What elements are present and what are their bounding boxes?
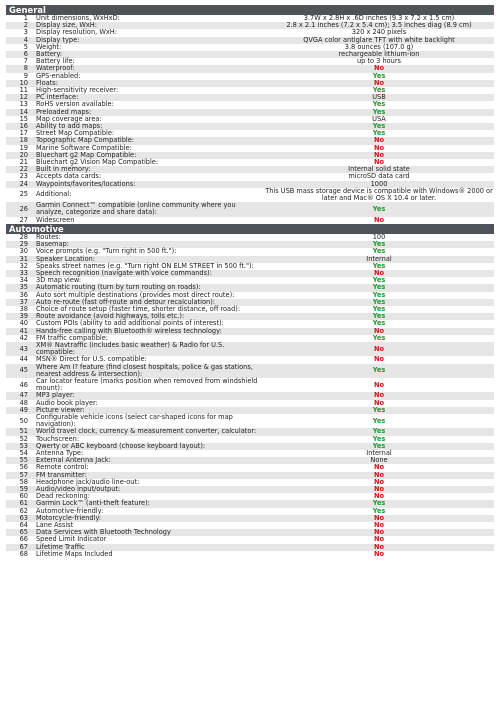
spec-label: MSN® Direct for U.S. compatible: [36, 355, 147, 364]
spec-value: Yes [372, 427, 386, 436]
spec-row [6, 551, 494, 558]
spec-value: microSD data card [348, 172, 410, 181]
row-number: 51 [19, 427, 28, 436]
spec-label: Marine Software Compatible: [36, 143, 132, 152]
spec-label: Weight: [36, 42, 62, 51]
spec-value: Yes [372, 122, 386, 131]
row-number: 44 [19, 355, 28, 364]
spec-value: 320 x 240 pixels [351, 28, 407, 37]
spec-label: Antenna Type: [36, 448, 84, 457]
spec-label: Preloaded maps: [36, 107, 92, 116]
spec-value: No [373, 355, 385, 364]
spec-value: Internal [366, 448, 392, 457]
spec-value: No [373, 477, 385, 486]
row-number: 4 [23, 35, 28, 44]
spec-label: Where Am I? feature (find closest hospitals, police & gas stations, nearest address & intersection): [36, 362, 253, 378]
spec-label: Speed Limit Indicator [36, 535, 107, 544]
spec-value: Yes [372, 434, 386, 443]
spec-label: Audio/video input/output: [36, 485, 121, 493]
row-number: 13 [19, 100, 28, 109]
spec-value: Yes [372, 441, 386, 450]
row-number: 8 [23, 64, 28, 73]
row-number: 52 [19, 434, 28, 443]
spec-value: No [373, 326, 385, 335]
spec-row [6, 515, 494, 522]
row-number: 34 [19, 276, 28, 285]
row-number: 53 [19, 441, 28, 450]
spec-value: USB [372, 93, 386, 102]
spec-value: Yes [372, 129, 386, 138]
spec-label: Data Services with Bluetooth Technology [36, 528, 171, 537]
spec-value: No [373, 513, 385, 522]
spec-label: FM traffic compatible: [36, 333, 109, 342]
row-number: 39 [19, 312, 28, 321]
spec-value: No [373, 549, 385, 558]
spec-label: High-sensitivity receiver: [36, 86, 119, 95]
row-number: 40 [19, 319, 28, 328]
spec-value: No [373, 380, 385, 389]
spec-label: Auto sort multiple destinations (provides most direct route): [36, 290, 235, 299]
row-number: 45 [19, 366, 28, 375]
spec-label: Floats: [36, 78, 58, 87]
spec-value: 2.8 x 2.1 inches (7.2 x 5.4 cm); 3.5 inches diag (8.9 cm) [286, 21, 472, 30]
row-number: 24 [19, 179, 28, 188]
spec-label: Choice of route setup (faster time, shorter distance, off road): [36, 304, 241, 313]
row-number: 55 [19, 456, 28, 465]
row-number: 49 [19, 405, 28, 414]
spec-label: Speaker Location: [36, 254, 96, 263]
row-number: 14 [19, 107, 28, 116]
row-number: 36 [19, 290, 28, 299]
row-number: 35 [19, 283, 28, 292]
spec-label: Auto re-route (fast off-route and detour recalculation): [36, 297, 216, 306]
spec-label: Topographic Map Compatible: [36, 136, 135, 145]
spec-label: Accepts data cards: [36, 172, 102, 181]
spec-row [6, 428, 494, 435]
spec-value: Yes [372, 276, 386, 285]
spec-value: No [373, 78, 385, 87]
spec-label: Routes: [36, 232, 61, 241]
row-number: 16 [19, 122, 28, 131]
spec-value: No [373, 492, 385, 501]
row-number: 6 [23, 50, 28, 59]
spec-label: Display size, WxH: [36, 21, 97, 30]
row-number: 11 [19, 86, 28, 95]
spec-label: Touchscreen: [36, 434, 80, 443]
spec-value: Yes [372, 261, 386, 270]
spec-label: Lane Assist [36, 521, 74, 530]
spec-value: 100 [372, 232, 386, 241]
spec-value: Yes [372, 86, 386, 95]
row-number: 28 [19, 232, 28, 241]
spec-label: Qwerty or ABC keyboard (choose keyboard layout): [36, 441, 206, 450]
spec-label: Ability to add maps: [36, 122, 103, 131]
spec-value: No [373, 463, 385, 472]
spec-value: No [373, 470, 385, 479]
spec-label: Configurable vehicle icons (select car-shaped icons for map navigation): [36, 412, 233, 429]
row-number: 61 [19, 499, 28, 508]
row-number: 68 [19, 549, 28, 558]
spec-value: 3.7W x 2.8H x .6D inches (9.3 x 7.2 x 1.5 cm) [303, 14, 455, 22]
spec-label: Voice prompts (e.g. "Turn right in 500 ft."): [36, 247, 177, 256]
row-number: 23 [19, 172, 28, 181]
spec-value: rechargeable lithium-ion [338, 50, 420, 59]
spec-label: Basemap: [36, 240, 69, 249]
spec-label: Battery: [36, 50, 63, 59]
row-number: 37 [19, 297, 28, 306]
spec-label: Waterproof: [36, 64, 75, 73]
spec-label: Battery life: [36, 57, 75, 66]
spec-label: Display type: [36, 35, 80, 44]
spec-value: Yes [372, 416, 386, 425]
row-number: 1 [23, 14, 28, 22]
spec-value: Yes [372, 240, 386, 249]
row-number: 20 [19, 150, 28, 159]
spec-row [6, 44, 494, 51]
row-number: 30 [19, 247, 28, 256]
spec-row [6, 73, 494, 80]
spec-value: No [373, 143, 385, 152]
spec-label: Display resolution, WxH: [36, 28, 117, 37]
spec-value: USA [372, 114, 386, 123]
spec-label: Garmin Lock™ (anti-theft feature): [36, 499, 150, 508]
spec-label: Audio book player: [36, 398, 98, 407]
spec-value: Yes [372, 405, 386, 414]
spec-value: up to 3 hours [356, 57, 401, 66]
row-number: 5 [23, 42, 28, 51]
section-header: Automotive [6, 224, 494, 234]
spec-row [6, 37, 494, 44]
spec-row [6, 87, 494, 94]
row-number: 38 [19, 304, 28, 313]
row-number: 57 [19, 470, 28, 479]
spec-label: Custom POIs (ability to add additional points of interest): [36, 319, 224, 328]
spec-value: No [373, 64, 385, 73]
row-number: 62 [19, 506, 28, 515]
spec-label: Car locator feature (marks position when removed from windshield mount): [36, 376, 258, 393]
spec-label: 3D map view: [36, 276, 82, 285]
spec-value: Yes [372, 290, 386, 299]
row-number: 47 [19, 391, 28, 400]
row-number: 41 [19, 326, 28, 335]
spec-label: PC interface: [36, 93, 79, 102]
spec-row [6, 188, 494, 202]
spec-value: Yes [372, 499, 386, 508]
spec-value: No [373, 344, 385, 353]
spec-label: XM® Navtraffic (includes basic weather) & Radio for U.S. compatible: [36, 340, 225, 357]
row-number: 56 [19, 463, 28, 472]
spec-label: Garmin Connect™ compatible (online community where you analyze, categorize and share data): [36, 201, 236, 217]
spec-label: Speech recognition (navigate with voice commands): [36, 268, 212, 277]
spec-label: Additional: [36, 190, 72, 199]
spec-label: Built in memory: [36, 165, 91, 174]
spec-value: Yes [372, 100, 386, 109]
spec-label: External Antenna Jack: [36, 456, 111, 465]
spec-value: Yes [372, 304, 386, 313]
row-number: 12 [19, 93, 28, 102]
row-number: 17 [19, 129, 28, 138]
spec-value: Yes [372, 333, 386, 342]
spec-value: Internal [366, 254, 392, 263]
spec-label: Unit dimensions, WxHxD: [36, 14, 120, 22]
spec-label: Lifetime Traffic [36, 542, 85, 551]
spec-label: Widescreen [36, 215, 75, 224]
spec-label: Street Map Compatible: [36, 129, 115, 138]
spec-label: Waypoints/favorites/locations: [36, 179, 136, 188]
row-number: 31 [19, 254, 28, 263]
spec-value: Internal solid state [348, 165, 410, 174]
row-number: 2 [23, 21, 28, 30]
spec-label: World travel clock, currency & measurement converter, calculator: [36, 427, 257, 436]
spec-value: Yes [372, 312, 386, 321]
spec-value: No [373, 398, 385, 407]
spec-row [6, 414, 494, 428]
row-number: 67 [19, 542, 28, 551]
row-number: 26 [19, 204, 28, 213]
spec-value: Yes [372, 71, 386, 80]
spec-value: No [373, 535, 385, 544]
spec-row [6, 342, 494, 356]
row-number: 15 [19, 114, 28, 123]
spec-value: No [373, 542, 385, 551]
spec-value: 3.8 ounces (107.0 g) [344, 42, 414, 51]
row-number: 9 [23, 71, 28, 80]
row-number: 48 [19, 398, 28, 407]
spec-value: 1000 [370, 179, 388, 188]
spec-row [6, 58, 494, 65]
row-number: 21 [19, 158, 28, 167]
row-number: 29 [19, 240, 28, 249]
spec-row [6, 364, 494, 378]
spec-label: FM transmitter: [36, 470, 87, 479]
spec-label: Hands-free calling with Bluetooth® wireless technology: [36, 326, 222, 335]
spec-label: GPS-enabled: [36, 71, 81, 80]
spec-value: No [373, 158, 385, 167]
spec-sheet [6, 5, 494, 558]
spec-value: Yes [372, 247, 386, 256]
spec-value: Yes [372, 204, 386, 213]
spec-label: Automatic routing (turn by turn routing on roads): [36, 283, 201, 292]
spec-label: RoHS version available: [36, 100, 114, 109]
spec-row [6, 234, 494, 241]
spec-value: Yes [372, 107, 386, 116]
spec-label: Speaks street names (e.g. "Turn right ON ELM STREET in 500 ft."): [36, 261, 254, 270]
spec-label: Headphone jack/audio line-out: [36, 477, 140, 486]
spec-value: QVGA color antiglare TFT with white backlight [303, 35, 455, 44]
row-number: 42 [19, 333, 28, 342]
row-number: 65 [19, 528, 28, 537]
row-number: 50 [19, 416, 28, 425]
spec-label: Dead reckoning: [36, 492, 90, 501]
row-number: 27 [19, 215, 28, 224]
spec-value: Yes [372, 297, 386, 306]
spec-label: Picture viewer: [36, 405, 85, 414]
row-number: 32 [19, 261, 28, 270]
row-number: 63 [19, 513, 28, 522]
spec-label: Bluechart g2 Map Compatible: [36, 150, 137, 159]
row-number: 3 [23, 28, 28, 37]
spec-label: Automotive-friendly: [36, 506, 104, 515]
spec-row [6, 202, 494, 216]
spec-label: Lifetime Maps Included [36, 549, 113, 558]
row-number: 19 [19, 143, 28, 152]
spec-value: Yes [372, 283, 386, 292]
spec-value: No [373, 215, 385, 224]
spec-value: No [373, 136, 385, 145]
spec-row [6, 51, 494, 58]
spec-label: Bluechart g2 Vision Map Compatible: [36, 158, 159, 167]
spec-label: Motorcycle-friendly: [36, 513, 102, 522]
spec-row [6, 217, 494, 224]
spec-value: Yes [372, 319, 386, 328]
spec-value: No [373, 521, 385, 530]
row-number: 58 [19, 477, 28, 486]
row-number: 59 [19, 485, 28, 493]
spec-value: No [373, 391, 385, 400]
row-number: 7 [23, 57, 28, 66]
spec-row [6, 378, 494, 392]
spec-label: Route avoidance (avoid highways, tolls etc.): [36, 312, 185, 321]
spec-value: No [373, 485, 385, 493]
spec-label: MP3 player: [36, 391, 75, 400]
row-number: 33 [19, 268, 28, 277]
row-number: 64 [19, 521, 28, 530]
spec-label: Remote control: [36, 463, 89, 472]
spec-value: No [373, 528, 385, 537]
spec-value: Yes [372, 366, 386, 375]
spec-label: Map coverage area: [36, 114, 102, 123]
spec-value: This USB mass storage device is compatible with Windows® 2000 or later and Mac® OS X 10.4 or later. [265, 186, 493, 203]
spec-value: Yes [372, 506, 386, 515]
spec-value: None [370, 456, 388, 465]
row-number: 46 [19, 380, 28, 389]
row-number: 66 [19, 535, 28, 544]
row-number: 60 [19, 492, 28, 501]
section-header: General [6, 5, 494, 15]
row-number: 22 [19, 165, 28, 174]
row-number: 25 [19, 190, 28, 199]
row-number: 43 [19, 344, 28, 353]
spec-value: No [373, 268, 385, 277]
spec-value: No [373, 150, 385, 159]
row-number: 18 [19, 136, 28, 145]
row-number: 54 [19, 448, 28, 457]
row-number: 10 [19, 78, 28, 87]
